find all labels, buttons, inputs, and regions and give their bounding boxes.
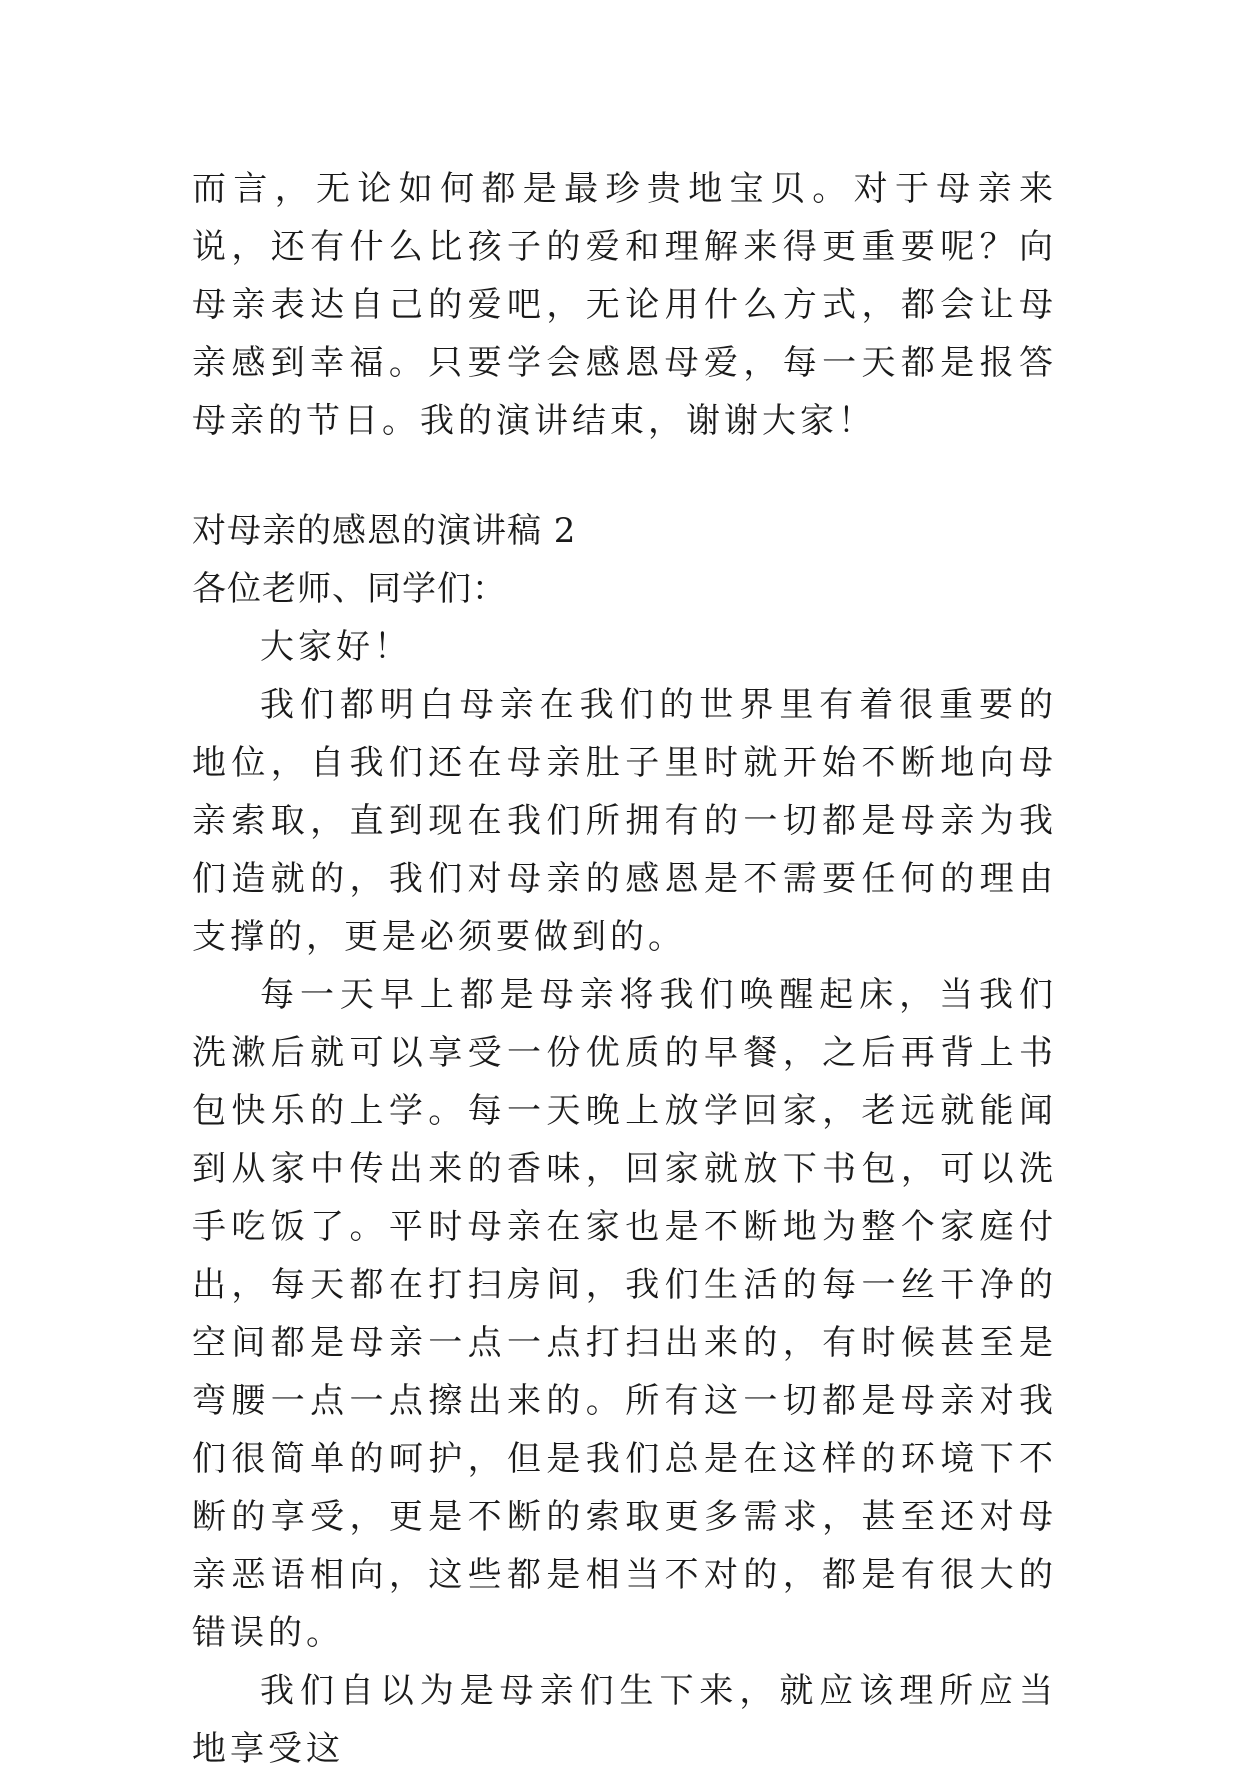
paragraph-1: 我们都明白母亲在我们的世界里有着很重要的地位，自我们还在母亲肚子里时就开始不断地向母亲索取，直到现在我们所拥有的一切都是母亲为我们造就的，我们对母亲的感恩是不需要任何的理由支撑的，更是必须要做到的。 <box>192 685 1057 957</box>
greeting: 大家好！ <box>260 627 412 667</box>
top-paragraph: 而言，无论如何都是最珍贵地宝贝。对于母亲来说，还有什么比孩子的爱和理解来得更重要呢？向母亲表达自己的爱吧，无论用什么方式，都会让母亲感到幸福。只要学会感恩母爱，每一天都是报答母亲的节日。我的演讲结束，谢谢大家！ <box>192 169 1057 441</box>
salutation: 各位老师、同学们： <box>192 569 507 609</box>
paragraph-3: 我们自以为是母亲们生下来，就应该理所应当地享受这 <box>192 1671 1057 1769</box>
section-gap <box>192 450 1057 502</box>
speech-title: 对母亲的感恩的演讲稿 2 <box>192 511 577 551</box>
document-page <box>192 160 1057 1778</box>
paragraph-2: 每一天早上都是母亲将我们唤醒起床，当我们洗漱后就可以享受一份优质的早餐，之后再背上书包快乐的上学。每一天晚上放学回家，老远就能闻到从家中传出来的香味，回家就放下书包，可以洗手吃饭了。平时母亲在家也是不断地为整个家庭付出，每天都在打扫房间，我们生活的每一丝干净的空间都是母亲一点一点打扫出来的，有时候甚至是弯腰一点一点擦出来的。所有这一切都是母亲对我们很简单的呵护，但是我们总是在这样的环境下不断的享受，更是不断的索取更多需求，甚至还对母亲恶语相向，这些都是相当不对的，都是有很大的错误的。 <box>192 975 1057 1653</box>
